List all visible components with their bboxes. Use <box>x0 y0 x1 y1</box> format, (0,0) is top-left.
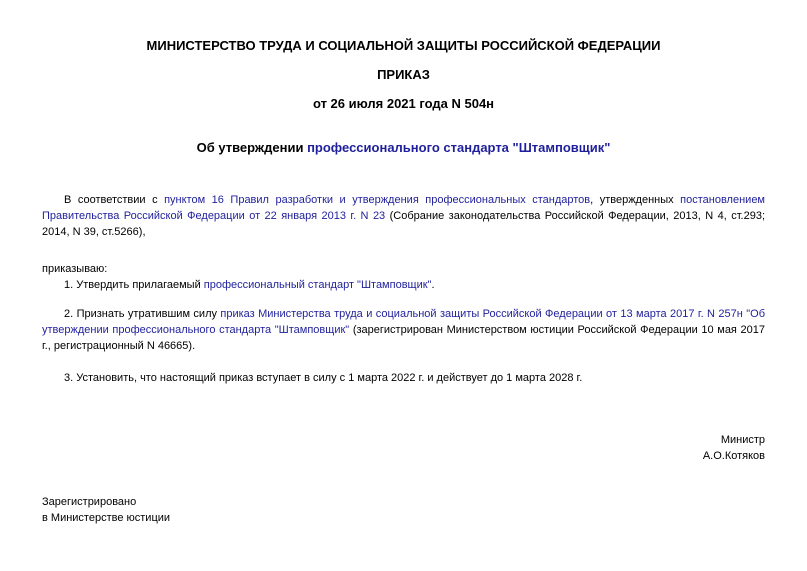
title-standard-link[interactable]: профессионального стандарта "Штамповщик" <box>307 140 611 155</box>
ministry-heading: МИНИСТЕРСТВО ТРУДА И СОЦИАЛЬНОЙ ЗАЩИТЫ РОССИЙСКОЙ ФЕДЕРАЦИИ <box>146 38 661 53</box>
order-item-1 <box>42 277 765 293</box>
rules-point-16-link[interactable]: пунктом 16 Правил разработки и утверждения профессиональных стандартов <box>164 194 591 206</box>
order-item-3: 3. Установить, что настоящий приказ вступает в силу с 1 марта 2022 г. и действует до 1 марта 2028 г. <box>64 372 583 384</box>
item2-text-1: 2. Признать утратившим силу <box>64 308 221 320</box>
title-prefix: Об утверждении <box>196 140 308 155</box>
document-title <box>0 140 807 155</box>
preamble-text-2: , утвержденных <box>590 194 681 206</box>
preamble-text-1: В соответствии с <box>64 194 165 206</box>
order-item-2 <box>42 306 765 354</box>
previous-order-link[interactable]: приказ Министерства труда и социальной защиты Российской Федерации от 13 марта 2017 г. N 257н "Об утверждении профессионального стандарта "Штамповщик" <box>42 308 765 336</box>
registration-line-2: в Министерстве юстиции <box>42 512 171 524</box>
signatory-name: А.О.Котяков <box>702 450 765 462</box>
government-decree-link[interactable]: постановлением Правительства Российской Федерации от 22 января 2013 г. N 23 <box>42 194 765 222</box>
order-word: приказываю: <box>42 263 108 275</box>
preamble-text-3: (Собрание законодательства Российской Федерации, 2013, N 4, ст.293; 2014, N 39, ст.5266), <box>42 210 765 238</box>
signatory-position: Министр <box>720 434 765 446</box>
item1-text-1: 1. Утвердить прилагаемый <box>64 279 204 291</box>
date-number-heading: от 26 июля 2021 года N 504н <box>312 96 495 111</box>
registration-line-1: Зарегистрировано <box>42 496 137 508</box>
document-type-heading: ПРИКАЗ <box>377 67 430 82</box>
preamble-paragraph <box>42 192 765 240</box>
professional-standard-link[interactable]: профессиональный стандарт "Штамповщик" <box>203 279 432 291</box>
item1-text-2: . <box>431 279 435 291</box>
item2-text-2: (зарегистрирован Министерством юстиции Российской Федерации 10 мая 2017 г., регистрационный N 46665). <box>42 324 765 352</box>
